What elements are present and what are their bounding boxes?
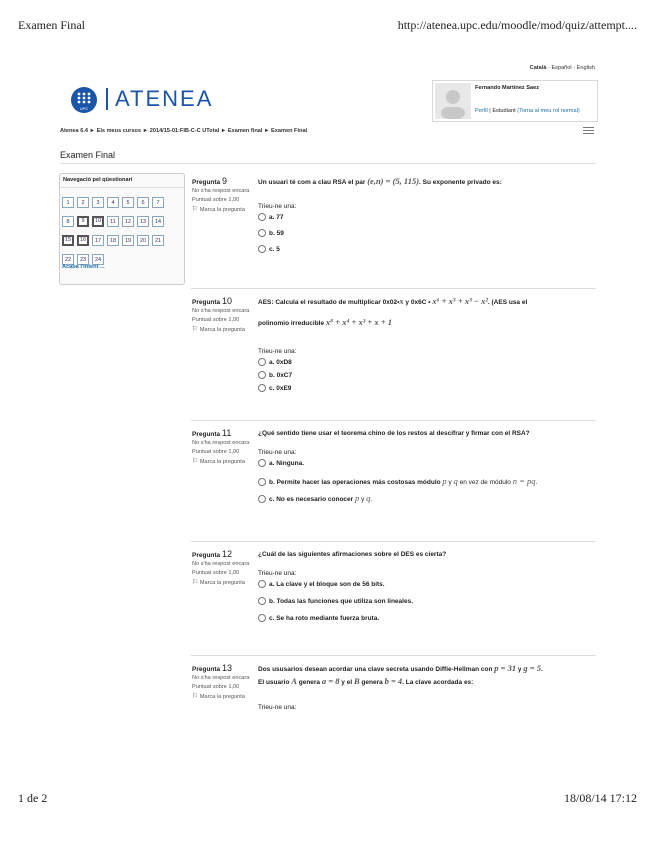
quiz-nav-button-1[interactable]: 1 <box>62 197 74 208</box>
option-radio[interactable] <box>258 597 266 605</box>
option-label: b. 0xC7 <box>269 372 293 379</box>
option-label: a. La clave y el bloque son de 56 bits. <box>269 581 385 588</box>
quiz-nav-button-7[interactable]: 7 <box>152 197 164 208</box>
option-radio[interactable] <box>258 371 266 379</box>
question-number-value: 10 <box>221 296 232 306</box>
question-max-score: Puntuat sobre 1,00 <box>192 197 240 203</box>
question-info <box>192 663 252 701</box>
page-title: Examen Final <box>60 150 116 160</box>
quiz-nav-button-11[interactable]: 11 <box>107 216 119 227</box>
answer-option-a[interactable] <box>258 580 385 590</box>
title-divider <box>60 163 596 164</box>
quiz-nav-button-18[interactable]: 18 <box>107 235 119 246</box>
option-math-p: p <box>355 493 360 503</box>
language-english[interactable]: English <box>576 65 595 71</box>
flag-question[interactable] <box>192 693 252 701</box>
print-page-title: Examen Final <box>18 18 85 32</box>
flag-label: Marca la pregunta <box>199 580 245 586</box>
question-number <box>192 296 252 306</box>
atenea-logo[interactable] <box>70 86 230 114</box>
quiz-nav-button-13[interactable]: 13 <box>137 216 149 227</box>
option-label: a. 0xD8 <box>269 359 292 366</box>
option-text-y: y <box>448 479 452 486</box>
question-math-2: g = 5 <box>523 663 541 673</box>
quiz-nav-button-10[interactable]: 10 <box>92 216 104 227</box>
quiz-nav-button-8[interactable]: 8 <box>62 216 74 227</box>
quiz-nav-button-12[interactable]: 12 <box>122 216 134 227</box>
answer-option-c[interactable] <box>258 245 280 255</box>
question-info <box>192 428 252 466</box>
choose-one-label: Trieu-ne una: <box>258 704 297 711</box>
question-text: ¿Cuál de las siguientes afirmaciones sobre el DES es cierta? <box>258 551 447 558</box>
flag-label: Marca la pregunta <box>199 207 245 213</box>
answer-option-c[interactable] <box>258 614 379 624</box>
flag-question[interactable] <box>192 458 252 466</box>
quiz-nav-button-24[interactable]: 24 <box>92 254 104 265</box>
option-label: c. No es necesario conocer <box>269 496 354 503</box>
answer-option-b[interactable] <box>258 229 284 239</box>
question-status: No s'ha respost encara <box>192 188 250 194</box>
question-number-value: 9 <box>221 176 227 186</box>
option-label: c. 5 <box>269 246 280 253</box>
question-text-c: El usuario <box>258 679 290 686</box>
quiz-nav-button-20[interactable]: 20 <box>137 235 149 246</box>
question-status: No s'ha respost encara <box>192 675 250 681</box>
flag-icon: ⚐ <box>192 326 199 333</box>
option-label: c. 0xE9 <box>269 385 292 392</box>
question-separator <box>191 420 596 421</box>
option-radio[interactable] <box>258 580 266 588</box>
answer-option-b[interactable]: b. Permite hacer las operaciones más costosas módulo p y q en vez de módulo n = pq. <box>258 476 537 488</box>
flag-question[interactable] <box>192 326 252 334</box>
question-number <box>192 663 252 673</box>
option-radio[interactable] <box>258 459 266 467</box>
question-info <box>192 176 252 214</box>
question-math-1: p = 31 <box>494 663 517 673</box>
option-radio[interactable] <box>258 245 266 253</box>
quiz-nav-button-15[interactable]: 15 <box>62 235 74 246</box>
breadcrumb[interactable]: Atenea 6.4 ► Els meus cursos ► 2014/15-01:FIB-C-C UTotal ► Examen final ► Examen Final <box>60 128 308 134</box>
quiz-nav-button-9[interactable]: 9 <box>77 216 89 227</box>
question-text-g: . La clave acordada es: <box>402 679 474 686</box>
profile-link[interactable]: Perfil <box>475 108 488 114</box>
quiz-nav-button-21[interactable]: 21 <box>152 235 164 246</box>
quiz-nav-button-3[interactable]: 3 <box>92 197 104 208</box>
finish-attempt-link[interactable]: Acaba l'intent ... <box>62 264 105 270</box>
quiz-nav-button-4[interactable]: 4 <box>107 197 119 208</box>
option-math-q: q <box>366 493 371 503</box>
option-math-n: n = pq <box>512 476 536 486</box>
print-page-number: 1 de 2 <box>18 791 48 805</box>
question-math-4: a = 8 <box>321 676 340 686</box>
question-label: Pregunta <box>192 299 221 306</box>
question-number <box>192 549 252 559</box>
language-catala[interactable]: Català <box>529 65 547 71</box>
flag-icon: ⚐ <box>192 206 199 213</box>
avatar[interactable] <box>435 83 471 119</box>
quiz-nav-button-22[interactable]: 22 <box>62 254 74 265</box>
quiz-nav-title: Navegació pel qüestionari <box>63 177 133 183</box>
quiz-nav-button-23[interactable]: 23 <box>77 254 89 265</box>
answer-option-b[interactable] <box>258 597 413 607</box>
question-number <box>192 176 252 186</box>
option-math-p: p <box>442 476 447 486</box>
flag-icon: ⚐ <box>192 458 199 465</box>
hamburger-icon[interactable] <box>583 127 594 135</box>
option-radio[interactable] <box>258 229 266 237</box>
flag-icon: ⚐ <box>192 579 199 586</box>
question-status: No s'ha respost encara <box>192 308 250 314</box>
option-text-tail: en vez de módulo <box>459 479 511 486</box>
answer-option-b[interactable] <box>258 371 292 381</box>
question-text-a: Dos ususarios desean acordar una clave secreta usando Diffie-Hellman con <box>258 666 493 673</box>
question-math-1: x <box>399 296 404 306</box>
question-number-value: 13 <box>221 663 232 673</box>
user-silhouette-icon <box>435 83 471 119</box>
print-datetime: 18/08/14 17:12 <box>563 791 637 805</box>
question-label: Pregunta <box>192 666 221 673</box>
option-label: b. Todas las funciones que utiliza son lineales. <box>269 598 413 605</box>
question-math-6: b = 4 <box>384 676 403 686</box>
question-max-score: Puntuat sobre 1,00 <box>192 449 240 455</box>
option-label: b. 59 <box>269 230 284 237</box>
question-max-score: Puntuat sobre 1,00 <box>192 684 240 690</box>
question-text-line2 <box>258 318 392 328</box>
flag-label: Marca la pregunta <box>199 694 245 700</box>
option-radio[interactable] <box>258 384 266 392</box>
quiz-nav-button-17[interactable]: 17 <box>92 235 104 246</box>
quiz-nav-button-16[interactable]: 16 <box>77 235 89 246</box>
question-separator <box>191 655 596 656</box>
question-separator <box>191 288 596 289</box>
question-label: Pregunta <box>192 431 221 438</box>
quiz-nav-button-6[interactable]: 6 <box>137 197 149 208</box>
question-math-2: x⁶ + x⁵ + x³ − x² <box>432 296 488 306</box>
question-status: No s'ha respost encara <box>192 561 250 567</box>
option-text-y: y <box>361 496 365 503</box>
option-radio[interactable] <box>258 614 266 622</box>
question-text-line2 <box>258 677 473 687</box>
choose-one-label: Trieu-ne una: <box>258 348 297 355</box>
question-text-b: y 0x6C • <box>405 299 431 306</box>
question-text: ¿Qué sentido tiene usar el teorema chino de los restos al descifrar y firmar con el RSA? <box>258 430 530 437</box>
question-text-d: polinomio irreducible <box>258 320 325 327</box>
question-status: No s'ha respost encara <box>192 440 250 446</box>
language-menu: Català · Español · English <box>529 65 595 71</box>
quiz-nav-button-2[interactable]: 2 <box>77 197 89 208</box>
option-label: c. Se ha roto mediante fuerza bruta. <box>269 615 380 622</box>
flag-question[interactable] <box>192 206 252 214</box>
logo-text: ATENEA <box>115 86 214 111</box>
option-radio[interactable] <box>258 478 266 486</box>
option-label: a. Ninguna. <box>269 460 305 467</box>
option-radio[interactable] <box>258 358 266 366</box>
question-text-b: . Su exponente privado es: <box>419 179 502 186</box>
question-number-value: 11 <box>221 428 232 438</box>
option-radio[interactable] <box>258 495 266 503</box>
choose-one-label: Trieu-ne una: <box>258 203 297 210</box>
answer-option-c[interactable] <box>258 384 291 394</box>
option-radio[interactable] <box>258 213 266 221</box>
user-role: Estudiant <box>492 108 516 114</box>
language-espanol[interactable]: Español <box>551 65 572 71</box>
answer-option-c[interactable]: c. No es necesario conocer p y q. <box>258 493 372 505</box>
question-label: Pregunta <box>192 552 221 559</box>
question-separator <box>191 541 596 542</box>
choose-one-label: Trieu-ne una: <box>258 449 297 456</box>
question-text: Dos ususarios desean acordar una clave secreta usando Diffie-Hellman con p = 31 y g = 5. <box>258 663 543 673</box>
question-math-1: (e,n) = (5, 115) <box>367 176 420 186</box>
upc-seal-icon <box>70 86 98 114</box>
question-text-a: AES: Calcula el resultado de multiplicar 0x02• <box>258 299 400 306</box>
question-text-c: . (AES usa el <box>487 299 528 306</box>
question-text-d: genera <box>298 679 321 686</box>
upc-seal-text: UPC <box>79 106 89 111</box>
question-max-score: Puntuat sobre 1,00 <box>192 570 240 576</box>
answer-option-a[interactable] <box>258 213 283 223</box>
quiz-nav-button-19[interactable]: 19 <box>122 235 134 246</box>
choose-one-label: Trieu-ne una: <box>258 570 297 577</box>
flag-question[interactable] <box>192 579 252 587</box>
question-text <box>258 297 527 307</box>
logo-divider <box>106 88 108 110</box>
question-text <box>258 177 502 187</box>
quiz-nav-button-14[interactable]: 14 <box>152 216 164 227</box>
quiz-nav-button-5[interactable]: 5 <box>122 197 134 208</box>
answer-option-a[interactable] <box>258 358 292 368</box>
user-name: Fernando Martínez Saez <box>475 85 540 91</box>
user-menu: Fernando Martínez Saez Perfil | Estudiant (Torna al meu rol normal) <box>432 80 598 122</box>
flag-label: Marca la pregunta <box>199 327 245 333</box>
question-max-score: Puntuat sobre 1,00 <box>192 317 240 323</box>
question-math-3: x⁸ + x⁴ + x³ + x + 1 <box>325 317 392 327</box>
print-page-url: http://atenea.upc.edu/moodle/mod/quiz/attempt.... <box>397 18 637 32</box>
question-text-b: y <box>517 666 522 673</box>
flag-label: Marca la pregunta <box>199 459 245 465</box>
question-text-f: genera <box>361 679 383 686</box>
answer-option-a[interactable] <box>258 459 304 469</box>
question-math-5: B <box>353 676 360 686</box>
option-label: b. Permite hacer las operaciones más costosas módulo <box>269 479 441 486</box>
question-math-3: A <box>291 676 297 686</box>
question-label: Pregunta <box>192 179 221 186</box>
question-text-a: Un usuari té com a clau RSA el par <box>258 179 366 186</box>
question-number <box>192 428 252 438</box>
question-text-e: y el <box>341 679 353 686</box>
option-label: a. 77 <box>269 214 284 221</box>
switch-role-link[interactable]: (Torna al meu rol normal) <box>517 108 580 114</box>
question-number-value: 12 <box>221 549 232 559</box>
question-info <box>192 549 252 587</box>
quiz-navigation <box>59 173 185 285</box>
question-info <box>192 296 252 334</box>
option-math-q: q <box>453 476 458 486</box>
flag-icon: ⚐ <box>192 693 199 700</box>
